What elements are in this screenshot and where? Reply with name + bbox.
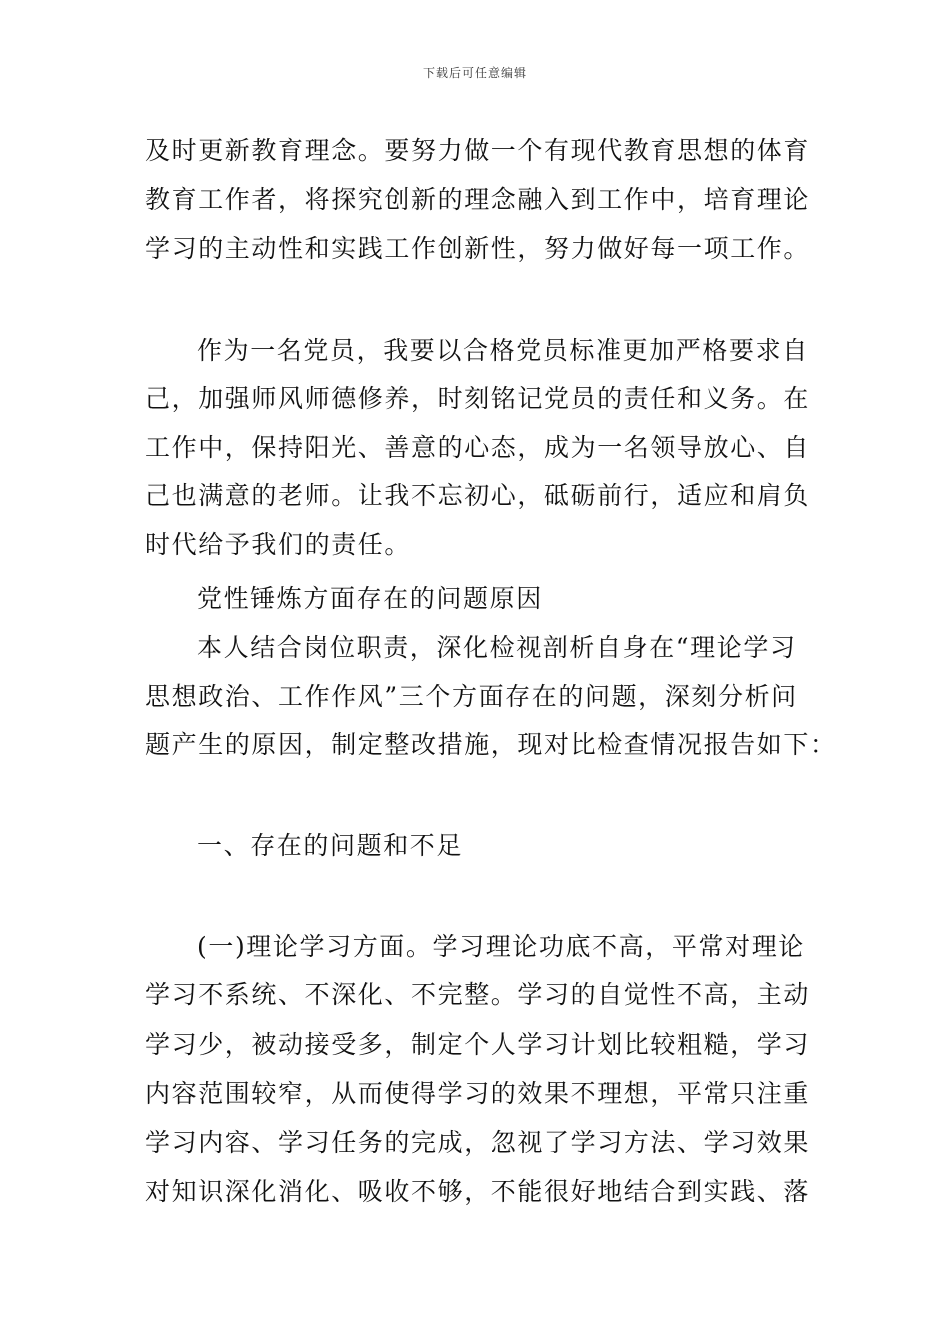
text-line: 时代给予我们的责任。 xyxy=(145,530,412,559)
section-heading: 一、存在的问题和不足 xyxy=(197,831,464,860)
text-line: 本人结合岗位职责，深化检视剖析自身在“理论学习 xyxy=(197,633,797,662)
text-line: 教育工作者，将探究创新的理念融入到工作中，培育理论 xyxy=(145,185,811,214)
text-line: 作为一名党员，我要以合格党员标准更加严格要求自 xyxy=(197,336,809,365)
text-line: 思想政治、工作作风”三个方面存在的问题，深刻分析问 xyxy=(145,682,798,711)
text-line: (一)理论学习方面。学习理论功底不高，平常对理论 xyxy=(197,932,805,961)
page-header: 下载后可任意编辑 xyxy=(422,66,527,80)
text-line: 工作中，保持阳光、善意的心态，成为一名领导放心、自 xyxy=(145,433,811,462)
text-line: 学习的主动性和实践工作创新性，努力做好每一项工作。 xyxy=(145,234,811,263)
text-line: 题产生的原因，制定整改措施，现对比检查情况报告如下： xyxy=(145,730,837,759)
text-line: 学习内容、学习任务的完成，忽视了学习方法、学习效果 xyxy=(145,1128,811,1157)
text-line: 学习少，被动接受多，制定个人学习计划比较粗糙，学习 xyxy=(145,1030,811,1059)
text-line: 己也满意的老师。让我不忘初心，砥砺前行，适应和肩负 xyxy=(145,481,811,510)
text-line: 学习不系统、不深化、不完整。学习的自觉性不高，主动 xyxy=(145,980,811,1009)
text-line: 内容范围较窄，从而使得学习的效果不理想，平常只注重 xyxy=(145,1079,811,1108)
text-line: 己，加强师风师德修养，时刻铭记党员的责任和义务。在 xyxy=(145,384,811,413)
section-heading: 党性锤炼方面存在的问题原因 xyxy=(197,584,543,613)
text-line: 及时更新教育理念。要努力做一个有现代教育思想的体育 xyxy=(145,136,811,165)
text-line: 对知识深化消化、吸收不够，不能很好地结合到实践、落 xyxy=(145,1177,811,1206)
